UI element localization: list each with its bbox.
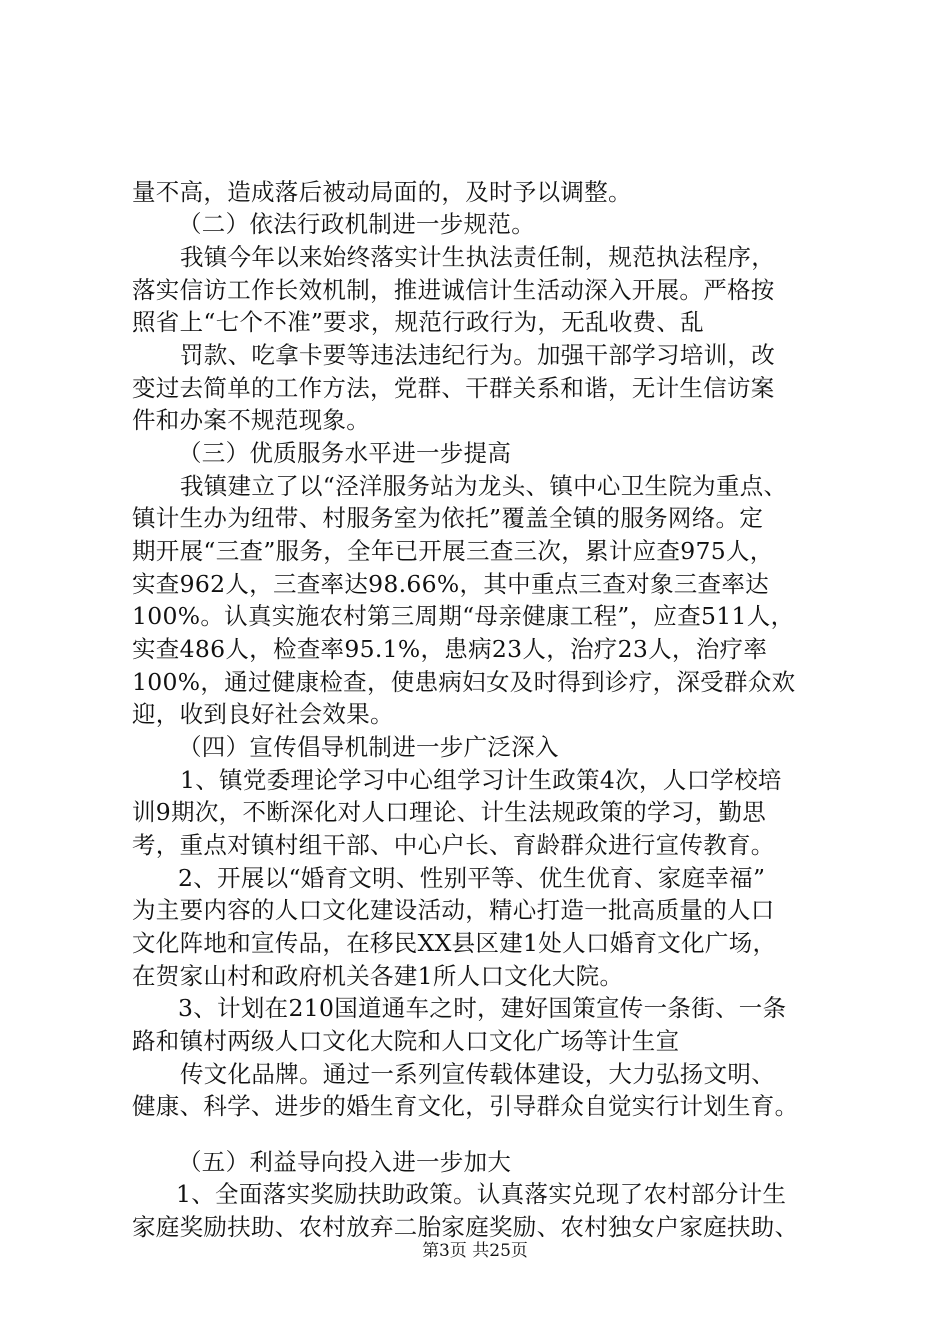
text-line: 实查962人，三查率达98.66%，其中重点三查对象三查率达: [132, 570, 769, 598]
text-line: 罚款、吃拿卡要等违法违纪行为。加强干部学习培训，改: [180, 341, 775, 369]
text-line: 考，重点对镇村组干部、中心户长、育龄群众进行宣传教育。: [132, 831, 775, 859]
text-line: 量不高，造成落后被动局面的，及时予以调整。: [132, 178, 632, 206]
text-line: 家庭奖励扶助、农村放弃二胎家庭奖励、农村独女户家庭扶助、: [132, 1213, 799, 1241]
text-line: 文化阵地和宣传品，在移民XX县区建1处人口婚育文化广场，: [132, 929, 777, 957]
text-line: 我镇建立了以“泾洋服务站为龙头、镇中心卫生院为重点、: [180, 472, 788, 500]
text-line: 在贺家山村和政府机关各建1所人口文化大院。: [132, 962, 624, 990]
section-heading-4: （四）宣传倡导机制进一步广泛深入: [178, 733, 559, 761]
text-line: 实查486人，检查率95.1%，患病23人，治疗23人，治疗率: [132, 635, 768, 663]
section-heading-2: （二）依法行政机制进一步规范。: [178, 210, 535, 238]
text-line: 传文化品牌。通过一系列宣传载体建设，大力弘扬文明、: [180, 1060, 775, 1088]
text-line: 我镇今年以来始终落实计生执法责任制，规范执法程序，: [180, 243, 775, 271]
text-line: 路和镇村两级人口文化大院和人口文化广场等计生宣: [132, 1027, 680, 1055]
text-line: 1、镇党委理论学习中心组学习计生政策4次，人口学校培: [180, 766, 782, 794]
text-line: 健康、科学、进步的婚生育文化，引导群众自觉实行计划生育。: [132, 1092, 799, 1120]
text-line: 为主要内容的人口文化建设活动，精心打造一批高质量的人口: [132, 896, 775, 924]
text-line: 1、全面落实奖励扶助政策。认真落实兑现了农村部分计生: [176, 1180, 787, 1208]
text-line: 100%，通过健康检查，使患病妇女及时得到诊疗，深受群众欢: [132, 668, 796, 696]
text-line: 迎，收到良好社会效果。: [132, 700, 394, 728]
text-line: 变过去简单的工作方法，党群、干群关系和谐，无计生信访案: [132, 374, 775, 402]
text-line: 照省上“七个不准”要求，规范行政行为，无乱收费、乱: [132, 308, 705, 336]
text-line: 训9期次，不断深化对人口理论、计生法规政策的学习，勤思: [132, 798, 767, 826]
text-line: 期开展“三查”服务，全年已开展三查三次，累计应查975人，: [132, 537, 774, 565]
text-line: 镇计生办为纽带、村服务室为依托”覆盖全镇的服务网络。定: [132, 504, 764, 532]
section-heading-3: （三）优质服务水平进一步提高: [178, 439, 512, 467]
page-footer: 第3页 共25页: [422, 1241, 528, 1261]
text-line: 100%。认真实施农村第三周期“母亲健康工程”，应查511人，: [132, 602, 795, 630]
text-line: 落实信访工作长效机制，推进诚信计生活动深入开展。严格按: [132, 276, 775, 304]
text-line: 件和办案不规范现象。: [132, 406, 370, 434]
text-line: 2、开展以“婚育文明、性别平等、优生优育、家庭幸福”: [178, 864, 766, 892]
section-heading-5: （五）利益导向投入进一步加大: [178, 1148, 512, 1176]
text-line: 3、计划在210国道通车之时，建好国策宣传一条街、一条: [178, 994, 787, 1022]
